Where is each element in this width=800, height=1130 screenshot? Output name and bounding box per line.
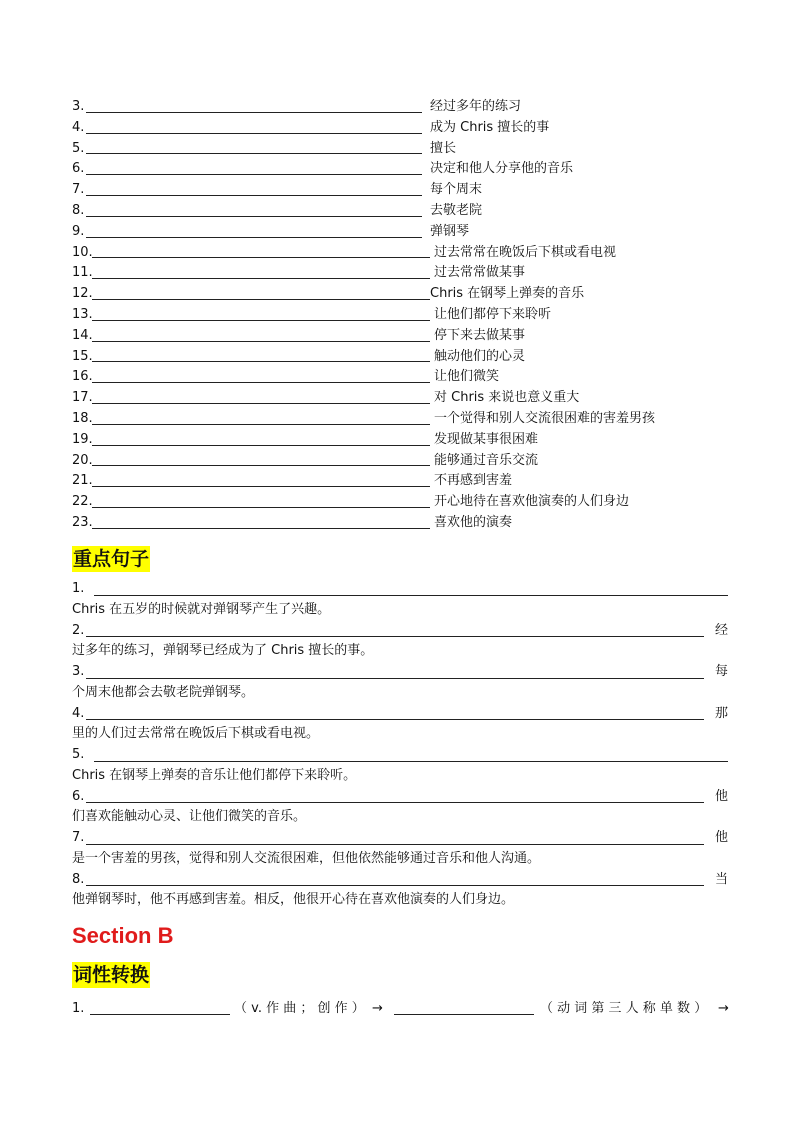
word-conversion-number: 1. bbox=[72, 1001, 85, 1016]
vocabulary-list bbox=[72, 97, 732, 534]
vocab-meaning: 弹钢琴 bbox=[430, 223, 470, 239]
answer-blank[interactable] bbox=[92, 257, 430, 258]
vocab-row bbox=[72, 347, 732, 368]
answer-blank[interactable] bbox=[92, 320, 430, 321]
sentence-number: 4. bbox=[72, 705, 85, 721]
answer-blank[interactable] bbox=[86, 112, 422, 113]
vocab-number: 22. bbox=[72, 494, 93, 510]
vocab-row bbox=[72, 243, 732, 264]
answer-blank[interactable] bbox=[92, 424, 430, 425]
answer-blank[interactable] bbox=[92, 465, 430, 466]
vocab-meaning: 去敬老院 bbox=[430, 202, 483, 218]
vocab-number: 7. bbox=[72, 182, 85, 198]
vocab-row bbox=[72, 451, 732, 472]
sentence-number: 8. bbox=[72, 871, 85, 887]
sentence-item bbox=[72, 579, 728, 621]
sentence-text: 过多年的练习，弹钢琴已经成为了 Chris 擅长的事。 bbox=[72, 643, 374, 658]
vocab-meaning: 成为 Chris 擅长的事 bbox=[430, 119, 550, 135]
vocab-meaning: 发现做某事很困难 bbox=[434, 431, 539, 447]
heading-key-sentences: 重点句子 bbox=[73, 548, 150, 570]
sentence-text: 是一个害羞的男孩，觉得和别人交流很困难，但他依然能够通过音乐和他人沟通。 bbox=[72, 850, 541, 866]
answer-blank[interactable] bbox=[92, 278, 430, 279]
vocab-meaning: 让他们微笑 bbox=[434, 369, 500, 385]
sentence-text: 他弹钢琴时，他不再感到害羞。相反，他很开心待在喜欢他演奏的人们身边。 bbox=[72, 892, 515, 907]
answer-blank[interactable] bbox=[92, 507, 430, 508]
vocab-number: 15. bbox=[72, 348, 93, 364]
arrow-icon: → bbox=[718, 1001, 729, 1016]
sentence-number: 7. bbox=[72, 830, 85, 845]
sentence-lead-char: 他 bbox=[714, 788, 728, 804]
vocab-number: 6. bbox=[72, 161, 85, 177]
sentence-number: 6. bbox=[72, 788, 85, 804]
vocab-meaning: 开心地待在喜欢他演奏的人们身边 bbox=[434, 494, 630, 510]
sentence-item bbox=[72, 828, 728, 870]
answer-blank[interactable] bbox=[92, 382, 430, 383]
answer-blank[interactable] bbox=[92, 445, 430, 446]
vocab-number: 8. bbox=[72, 202, 85, 218]
word-conversion-hint-2: （ 动 词 第 三 人 称 单 数 ） bbox=[540, 1001, 708, 1016]
answer-blank[interactable] bbox=[86, 237, 422, 238]
vocab-row bbox=[72, 326, 732, 347]
vocab-number: 23. bbox=[72, 514, 93, 530]
vocab-meaning: 触动他们的心灵 bbox=[434, 348, 526, 364]
translation-blank[interactable] bbox=[94, 595, 728, 596]
sentence-text: Chris 在钢琴上弹奏的音乐让他们都停下来聆听。 bbox=[72, 767, 357, 783]
sentence-item bbox=[72, 662, 728, 704]
vocab-row bbox=[72, 284, 732, 305]
sentence-text: 个周末他都会去敬老院弹钢琴。 bbox=[72, 684, 255, 700]
vocab-number: 17. bbox=[72, 390, 93, 406]
vocab-number: 14. bbox=[72, 327, 93, 343]
word-conversion-hint-1: （ v. 作 曲 ； 创 作 ） bbox=[234, 1001, 365, 1016]
vocab-row bbox=[72, 263, 732, 284]
arrow-icon: → bbox=[372, 1001, 383, 1016]
sentence-item bbox=[72, 787, 728, 829]
translation-blank[interactable] bbox=[86, 885, 704, 886]
vocab-row bbox=[72, 430, 732, 451]
vocab-number: 18. bbox=[72, 410, 93, 426]
sentence-item bbox=[72, 870, 728, 912]
sentence-number: 1. bbox=[72, 581, 85, 596]
vocab-meaning: 能够通过音乐交流 bbox=[434, 452, 539, 468]
answer-blank[interactable] bbox=[86, 216, 422, 217]
vocab-row bbox=[72, 492, 732, 513]
answer-blank[interactable] bbox=[92, 299, 430, 300]
answer-blank[interactable] bbox=[86, 133, 422, 134]
sentence-text: 里的人们过去常常在晚饭后下棋或看电视。 bbox=[72, 726, 320, 741]
vocab-number: 11. bbox=[72, 265, 93, 281]
translation-blank[interactable] bbox=[94, 761, 728, 762]
answer-blank[interactable] bbox=[92, 528, 430, 529]
answer-blank[interactable] bbox=[92, 341, 430, 342]
vocab-row bbox=[72, 409, 732, 430]
sentence-lead-char: 每 bbox=[714, 664, 728, 679]
sentence-number: 5. bbox=[72, 747, 85, 762]
vocab-meaning: 一个觉得和别人交流很困难的害羞男孩 bbox=[434, 410, 656, 426]
answer-blank[interactable] bbox=[394, 1014, 534, 1015]
vocab-meaning: 每个周末 bbox=[430, 182, 483, 198]
vocab-row bbox=[72, 201, 732, 222]
answer-blank[interactable] bbox=[86, 153, 422, 154]
vocab-row bbox=[72, 513, 732, 534]
section-b-title: Section B bbox=[72, 923, 174, 948]
answer-blank[interactable] bbox=[92, 486, 430, 487]
vocab-row bbox=[72, 139, 732, 160]
word-conversion-row bbox=[72, 999, 732, 1019]
sentence-number: 2. bbox=[72, 622, 85, 638]
vocab-number: 20. bbox=[72, 452, 93, 468]
vocab-meaning: 喜欢他的演奏 bbox=[434, 514, 513, 530]
vocab-number: 10. bbox=[72, 244, 93, 260]
sentence-text: Chris 在五岁的时候就对弹钢琴产生了兴趣。 bbox=[72, 601, 331, 617]
sentence-item bbox=[72, 745, 728, 787]
vocab-row bbox=[72, 388, 732, 409]
answer-blank[interactable] bbox=[90, 1014, 230, 1015]
sentence-number: 3. bbox=[72, 664, 85, 679]
answer-blank[interactable] bbox=[86, 174, 422, 175]
vocab-meaning: 不再感到害羞 bbox=[434, 473, 513, 489]
vocab-row bbox=[72, 222, 732, 243]
key-sentences-list bbox=[72, 579, 728, 911]
vocab-row bbox=[72, 367, 732, 388]
vocab-meaning: 决定和他人分享他的音乐 bbox=[430, 161, 574, 177]
translation-blank[interactable] bbox=[86, 802, 704, 803]
translation-blank[interactable] bbox=[86, 844, 704, 845]
vocab-number: 4. bbox=[72, 119, 85, 135]
vocab-row bbox=[72, 305, 732, 326]
vocab-row bbox=[72, 180, 732, 201]
vocab-row bbox=[72, 471, 732, 492]
vocab-number: 9. bbox=[72, 223, 85, 239]
sentence-item bbox=[72, 621, 728, 663]
answer-blank[interactable] bbox=[92, 403, 430, 404]
translation-blank[interactable] bbox=[86, 636, 704, 637]
vocab-number: 3. bbox=[72, 99, 85, 114]
answer-blank[interactable] bbox=[92, 361, 430, 362]
sentence-lead-char: 经 bbox=[714, 622, 728, 638]
vocab-row bbox=[72, 118, 732, 139]
sentence-text: 们喜欢能触动心灵、让他们微笑的音乐。 bbox=[72, 809, 307, 824]
vocab-meaning: 停下来去做某事 bbox=[434, 327, 526, 343]
vocab-number: 16. bbox=[72, 369, 93, 385]
vocab-row bbox=[72, 159, 732, 180]
sentence-lead-char: 那 bbox=[714, 705, 728, 721]
heading-word-forms: 词性转换 bbox=[73, 964, 150, 986]
vocab-number: 5. bbox=[72, 140, 85, 156]
vocab-number: 13. bbox=[72, 306, 93, 322]
translation-blank[interactable] bbox=[86, 678, 704, 679]
vocab-meaning: 过去常常做某事 bbox=[434, 265, 526, 281]
vocab-number: 19. bbox=[72, 431, 93, 447]
vocab-number: 21. bbox=[72, 473, 93, 489]
vocab-meaning: 让他们都停下来聆听 bbox=[434, 306, 552, 322]
vocab-meaning: 经过多年的练习 bbox=[430, 99, 522, 114]
vocab-meaning: 过去常常在晚饭后下棋或看电视 bbox=[434, 244, 617, 260]
sentence-item bbox=[72, 704, 728, 746]
sentence-lead-char: 当 bbox=[714, 871, 728, 887]
sentence-lead-char: 他 bbox=[714, 830, 728, 845]
vocab-meaning: 对 Chris 来说也意义重大 bbox=[434, 390, 580, 406]
translation-blank[interactable] bbox=[86, 719, 704, 720]
vocab-row bbox=[72, 97, 732, 118]
vocab-meaning: 擅长 bbox=[430, 140, 457, 156]
vocab-meaning: Chris 在钢琴上弹奏的音乐 bbox=[430, 286, 585, 302]
vocab-number: 12. bbox=[72, 286, 93, 302]
answer-blank[interactable] bbox=[86, 195, 422, 196]
